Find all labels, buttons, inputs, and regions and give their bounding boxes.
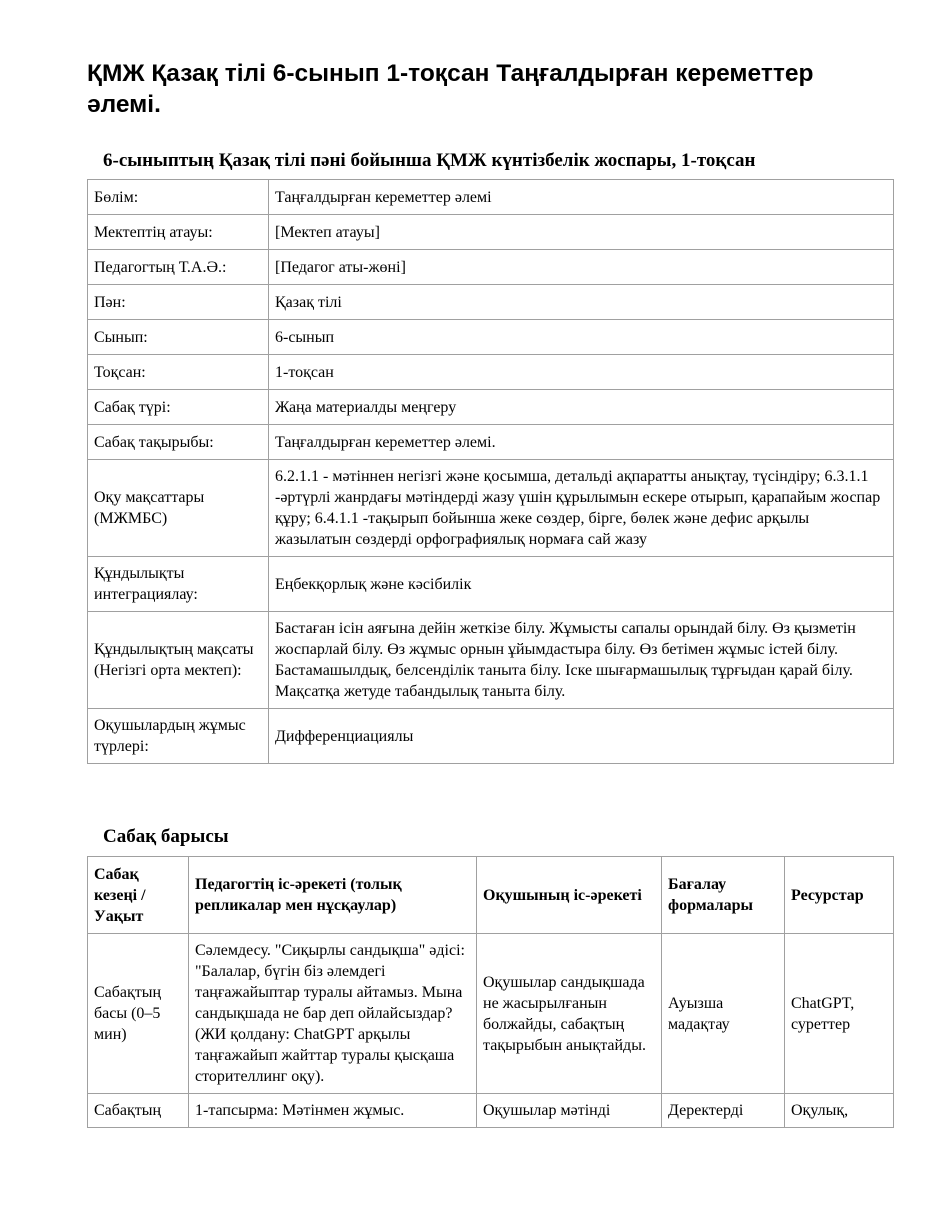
- info-value: [Педагог аты-жөні]: [269, 250, 894, 285]
- student-activity-cell: Оқушылар мәтінді: [477, 1094, 662, 1128]
- info-row-lesson-topic: [88, 425, 894, 460]
- info-label: Сабақ түрі:: [88, 390, 269, 425]
- lesson-flow-heading: Сабақ барысы: [103, 826, 229, 847]
- info-value: Бастаған ісін аяғына дейін жеткізе білу. Жұмысты сапалы орындай білу. Өз қызметін жоспарлай білу. Өз жұмыс орнын ұйымдастыра білу. Өз бетімен жұмыс істей білу. Бастамашылдық, белсенділік таныта білу. Іске шығармашылық тұрғыдан қарай білу. Мақсатқа жетуде табандылық таныта білу.: [269, 612, 894, 709]
- lesson-info-table: [87, 179, 894, 764]
- resources-cell: ChatGPT, суреттер: [785, 934, 894, 1094]
- assessment-cell: Ауызша мадақтау: [662, 934, 785, 1094]
- info-value: 1-тоқсан: [269, 355, 894, 390]
- info-label: Пән:: [88, 285, 269, 320]
- info-row-value-integration: [88, 557, 894, 612]
- info-row-section: [88, 180, 894, 215]
- info-value: Дифференциациялы: [269, 709, 894, 764]
- lesson-table-header-row: [88, 857, 894, 934]
- info-value: Еңбекқорлық және кәсібилік: [269, 557, 894, 612]
- document-title: ҚМЖ Қазақ тілі 6-сынып 1-тоқсан Таңғалдырған кереметтер әлемі.: [87, 60, 814, 118]
- info-row-quarter: [88, 355, 894, 390]
- header-student-activity: Оқушының іс-әрекеті: [477, 857, 662, 934]
- header-resources: Ресурстар: [785, 857, 894, 934]
- table-row: [88, 1094, 894, 1128]
- plan-heading: 6-сыныптың Қазақ тілі пәні бойынша ҚМЖ күнтізбелік жоспары, 1-тоқсан: [103, 150, 756, 171]
- lesson-flow-table: [87, 856, 894, 1128]
- info-label: Сынып:: [88, 320, 269, 355]
- info-row-learning-objectives: [88, 460, 894, 557]
- stage-cell: Сабақтың басы (0–5 мин): [88, 934, 189, 1094]
- info-label: Оқу мақсаттары (МЖМБС): [88, 460, 269, 557]
- header-teacher-activity: Педагогтің іс-әрекеті (толық репликалар мен нұсқаулар): [189, 857, 477, 934]
- info-label: Педагогтың Т.А.Ә.:: [88, 250, 269, 285]
- teacher-activity-cell: Сәлемдесу. "Сиқырлы сандықша" әдісі: "Балалар, бүгін біз әлемдегі таңғажайыптар туралы айтамыз. Мына сандықшада не бар деп ойлайсыздар? (ЖИ қолдану: ChatGPT арқылы таңғажайып жайттар туралы қысқаша сторителлинг оқу).: [189, 934, 477, 1094]
- info-row-grade: [88, 320, 894, 355]
- info-value: 6.2.1.1 - мәтіннен негізгі және қосымша, детальді ақпаратты анықтау, түсіндіру; 6.3.1.1 -әртүрлі жанрдағы мәтіндерді жазу үшін құрылымын ескере отырып, қарапайым жоспар құру; 6.4.1.1 -тақырып бойынша жеке сөздер, бірге, бөлек және дефис арқылы жазылатын сөздерді орфографиялық нормаға сай жазу: [269, 460, 894, 557]
- header-stage-time: Сабақ кезеңі / Уақыт: [88, 857, 189, 934]
- info-value: Таңғалдырған кереметтер әлемі: [269, 180, 894, 215]
- info-value: Таңғалдырған кереметтер әлемі.: [269, 425, 894, 460]
- info-label: Мектептің атауы:: [88, 215, 269, 250]
- table-row: [88, 934, 894, 1094]
- info-label: Бөлім:: [88, 180, 269, 215]
- info-label: Құндылықтың мақсаты (Негізгі орта мектеп):: [88, 612, 269, 709]
- stage-cell: Сабақтың: [88, 1094, 189, 1128]
- info-value: [Мектеп атауы]: [269, 215, 894, 250]
- info-value: Қазақ тілі: [269, 285, 894, 320]
- info-row-lesson-type: [88, 390, 894, 425]
- info-row-value-goal: [88, 612, 894, 709]
- info-row-subject: [88, 285, 894, 320]
- info-row-teacher: [88, 250, 894, 285]
- info-row-school: [88, 215, 894, 250]
- info-label: Оқушылардың жұмыс түрлері:: [88, 709, 269, 764]
- info-value: Жаңа материалды меңгеру: [269, 390, 894, 425]
- info-row-work-types: [88, 709, 894, 764]
- resources-cell: Оқулық,: [785, 1094, 894, 1128]
- teacher-activity-cell: 1-тапсырма: Мәтінмен жұмыс.: [189, 1094, 477, 1128]
- header-assessment: Бағалау формалары: [662, 857, 785, 934]
- info-value: 6-сынып: [269, 320, 894, 355]
- student-activity-cell: Оқушылар сандықшада не жасырылғанын болжайды, сабақтың тақырыбын анықтайды.: [477, 934, 662, 1094]
- assessment-cell: Деректерді: [662, 1094, 785, 1128]
- info-label: Тоқсан:: [88, 355, 269, 390]
- info-label: Сабақ тақырыбы:: [88, 425, 269, 460]
- info-label: Құндылықты интеграциялау:: [88, 557, 269, 612]
